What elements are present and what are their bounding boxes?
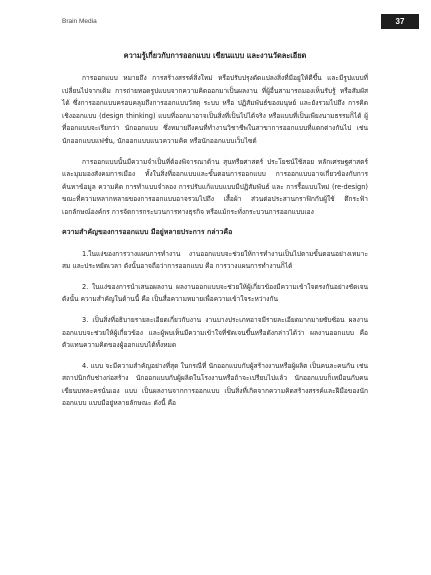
document-body <box>62 50 368 418</box>
page-number: 37 <box>381 14 419 29</box>
brand-label: Brain Media <box>62 18 97 25</box>
page-header <box>0 14 431 30</box>
body-paragraph: การออกแบบนั้นมีความจำเป็นที่ต้องพิจารณาด้าน สุนทรียศาสตร์ ประโยชน์ใช้สอย หลักเศรษฐศาสตร์ และมุมมองสังคมการเมือง ทั้งในสิ่งที่ออกแบบและขั้นตอนการออกแบบ การออกแบบอาจเกี่ยวข้องกับการค้นหาข้อมูล ความคิด การทำแบบจำลอง การปรับแก้แบบแบบมีปฏิสัมพันธ์ และ การรื้อแบบใหม่ (re-design) ขณะที่ความหลากหลายของการออกแบบอาจรวมไปถึง เสื้อผ้า ส่วนต่อประสานกราฟิกกับผู้ใช้ ตึกระฟ้า เอกลักษณ์องค์กร การจัดการกระบวนการทางธุรกิจ หรือแม้กระทั่งกระบวนการออกแบบเอง <box>62 157 368 216</box>
document-title: ความรู้เกี่ยวกับการออกแบบ เขียนแบบ และงานวัดละเอียด <box>123 51 307 60</box>
numbered-point: 3. เป็นสิ่งที่อธิบายรายละเอียดเกี่ยวกับงาน งานบางประเภทอาจมีรายละเอียดมากมายซับซ้อน ผลงานออกแบบจะช่วยให้ผู้เกี่ยวข้อง และผู้พบเห็นมีความเข้าใจที่ชัดเจนขึ้นหรือดังกล่าวได้ว่า ผลงานออกแบบ คือ ตัวแทนความคิดของผู้ออกแบบได้ทั้งหมด <box>62 315 368 350</box>
section-heading: ความสำคัญของการออกแบบ มีอยู่หลายประการ กล่าวคือ <box>62 227 233 236</box>
numbered-point: 2. ในแง่ของการนำเสนอผลงาน ผลงานออกแบบจะช่วยให้ผู้เกี่ยวข้องมีความเข้าใจตรงกันอย่างชัดเจน ดังนั้น ความสำคัญในด้านนี้ คือ เป็นสื่อความหมายเพื่อความเข้าใจระหว่างกัน <box>62 282 368 304</box>
numbered-point: 4. แบบ จะมีความสำคัญอย่างที่สุด ในกรณีที่ นักออกแบบกับผู้สร้างงานหรือผู้ผลิต เป็นคนละคนกัน เช่น สถาปนิกกับช่างก่อสร้าง นักออกแบบกับผู้ผลิตในโรงงานหรือถ้าจะเปรียบไปแล้ว นักออกแบบก็เหมือนกับคนเขียนบทละครนั่นเอง แบบ เป็นผลงานจากการออกแบบ เป็นสิ่งที่เกิดจากความคิดสร้างสรรค์และฝีมือของนักออกแบบ แบบมีอยู่หลายลักษณะ ดังนี้ คือ <box>62 361 368 408</box>
numbered-point: 1.ในแง่ของการวางแผนการทำงาน งานออกแบบจะช่วยให้การทำงานเป็นไปตามขั้นตอนอย่างเหมาะสม และประหยัดเวลา ดังนั้นอาจถือว่าการออกแบบ คือ การวางแผนการทำงานก็ได้ <box>62 249 368 271</box>
body-paragraph: การออกแบบ หมายถึง การสร้างสรรค์สิ่งใหม่ หรือปรับปรุงดัดแปลงสิ่งที่มีอยู่ให้ดีขึ้น และมีรูปแบบที่เปลี่ยนไปจากเดิม การถ่ายทอดรูปแบบจากความคิดออกมาเป็นผลงาน ที่ผู้อื่นสามารถมองเห็นรับรู้ หรือสัมผัสได้ ซึ่งการออกแบบครอบคลุมถึงการออกแบบวัสดุ ระบบ หรือ ปฏิสัมพันธ์ของมนุษย์ และยังรวมไปถึง การคิดเชิงออกแบบ (design thinking) แบบที่ออกมาอาจเป็นสิ่งที่เป็นไปได้จริง หรือแบบที่เป็นเพียงนามธรรมก็ได้ ผู้ที่ออกแบบจะเรียกว่า นักออกแบบ ซึ่งหมายถึงคนที่ทำงานวิชาชีพในสาขาการออกแบบที่แตกต่างกันไป เช่น นักออกแบบแฟชั่น, นักออกแบบแนวความคิด หรือนักออกแบบเว็บไซต์ <box>62 74 368 145</box>
